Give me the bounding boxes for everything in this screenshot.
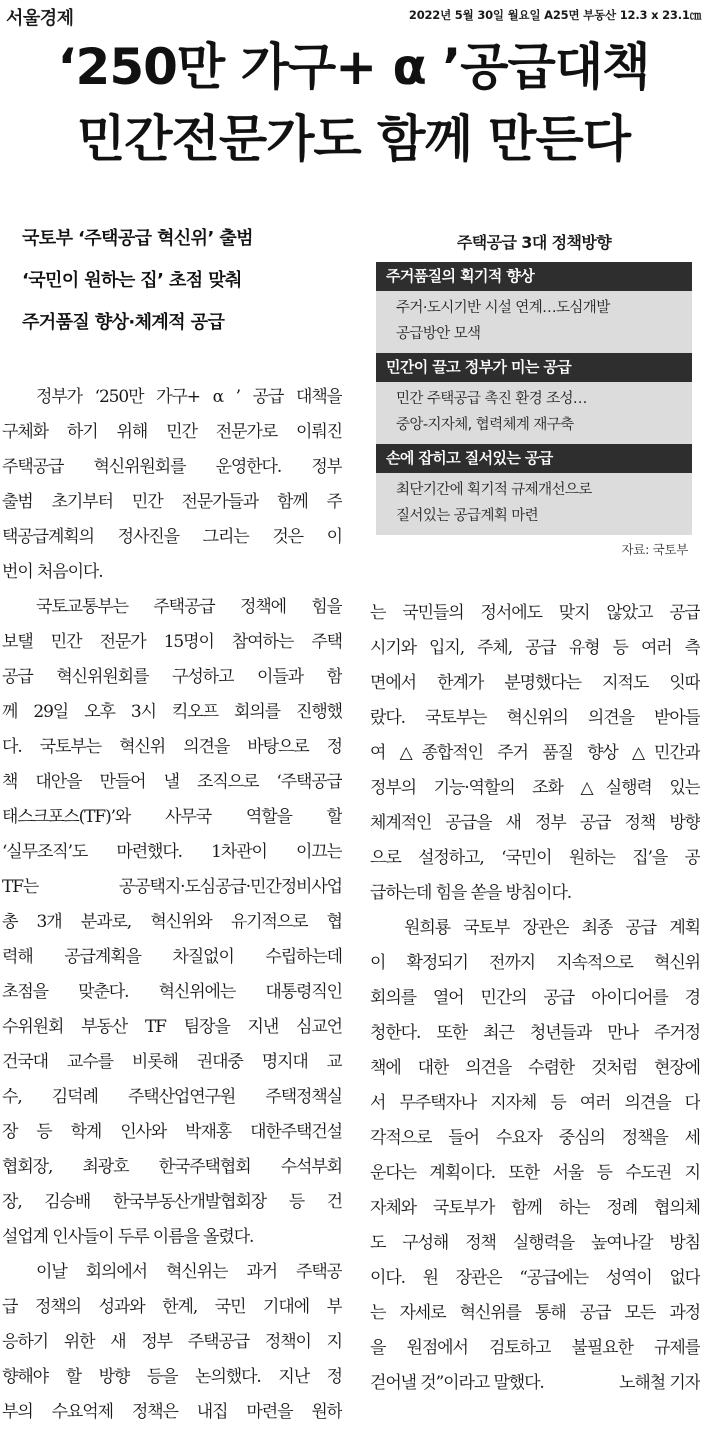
article-line: 건국대 교수를 비롯해 권대중 명지대 교 xyxy=(2,1052,342,1072)
article-closing-line xyxy=(370,1366,700,1401)
article-column-right xyxy=(370,596,700,1401)
infobox-section-body xyxy=(376,382,692,444)
article-line: 책 대안을 만들어 낼 조직으로 ‘주택공급 xyxy=(2,772,342,792)
article-line: TF는 공공택지·도심공급·민간정비사업 xyxy=(2,877,342,897)
article-line: 을 원점에서 검토하고 불필요한 규제를 xyxy=(370,1338,700,1358)
article-line: ‘실무조직’도 마련했다. 1차관이 이끄는 xyxy=(2,842,342,862)
article-line: 자체와 국토부가 함께 하는 정례 협의체 xyxy=(370,1198,700,1218)
article-line: 태스크포스(TF)’와 사무국 역할을 할 xyxy=(2,807,342,827)
article-line: 청한다. 또한 최근 청년들과 만나 주거정 xyxy=(370,1023,700,1043)
article-line: 책에 대한 의견을 수렴한 것처럼 현장에 xyxy=(370,1058,700,1078)
article-line: 걷어낼 것”이라고 말했다. xyxy=(370,1373,544,1393)
article-line: 구체화 하기 위해 민간 전문가로 이뤄진 xyxy=(2,422,342,442)
infobox-section-body xyxy=(376,291,692,353)
infobox-line: 공급방안 모색 xyxy=(396,326,481,342)
article-line: 여 △종합적인 주거 품질 향상 △민간과 xyxy=(370,743,700,763)
article-line: 초점을 맞춘다. 혁신위에는 대통령직인 xyxy=(2,982,342,1002)
newspaper-source: 서울경제 xyxy=(6,8,74,29)
article-line: 서 무주택자나 지자체 등 여러 의견을 다 xyxy=(370,1093,700,1113)
article-line: 이날 회의에서 혁신위는 과거 주택공 xyxy=(36,1262,342,1282)
article-line: 는 자세로 혁신위를 통해 공급 모든 과정 xyxy=(370,1303,700,1323)
article-line: 공급 혁신위원회를 구성하고 이들과 함 xyxy=(2,667,342,687)
article-line: 다. 국토부는 혁신위 의견을 바탕으로 정 xyxy=(2,737,342,757)
article-line: 출범 초기부터 민간 전문가들과 함께 주 xyxy=(2,492,342,512)
subheadline: ‘국민이 원하는 집’ 초점 맞춰 xyxy=(22,270,242,291)
article-line: 택공급계획의 정사진을 그리는 것은 이 xyxy=(2,527,342,547)
article-line: 도 구성해 정책 실행력을 높여나갈 방침 xyxy=(370,1233,700,1253)
subheadline: 국토부 ‘주택공급 혁신위’ 출범 xyxy=(22,228,253,249)
article-line: 시기와 입지, 주체, 공급 유형 등 여러 측 xyxy=(370,638,700,658)
article-line: 응하기 위한 새 정부 주택공급 정책이 지 xyxy=(2,1332,342,1352)
infobox-section-heading: 주거품질의 획기적 향상 xyxy=(376,262,692,291)
infobox-section-heading: 손에 잡히고 질서있는 공급 xyxy=(376,444,692,473)
article-line: 향해야 할 방향 등을 논의했다. 지난 정 xyxy=(2,1367,342,1387)
article-line: 각적으로 들어 수요자 중심의 정책을 세 xyxy=(370,1128,700,1148)
article-line: 체계적인 공급을 새 정부 공급 정책 방향 xyxy=(370,813,700,833)
article-line: 국토교통부는 주택공급 정책에 힘을 xyxy=(36,597,342,617)
article-line: 회의를 열어 민간의 공급 아이디어를 경 xyxy=(370,988,700,1008)
infobox-line: 주거·도시기반 시설 연계…도심개발 xyxy=(396,300,610,316)
infobox-line: 민간 주택공급 촉진 환경 조성… xyxy=(396,391,587,407)
article-line: 원희룡 국토부 장관은 최종 공급 계획 xyxy=(404,918,700,938)
infobox-source: 자료: 국토부 xyxy=(621,542,688,557)
publication-info: 2022년 5월 30일 월요일 A25면 부동산 12.3 x 23.1㎝ xyxy=(408,8,701,22)
article-line: 총 3개 분과로, 혁신위와 유기적으로 협 xyxy=(2,912,342,932)
article-line: 번이 처음이다. xyxy=(2,562,103,582)
reporter-byline: 노해철 기자 xyxy=(619,1373,700,1393)
article-line: 부의 수요억제 정책은 내집 마련을 원하 xyxy=(2,1402,342,1422)
infobox-title: 주택공급 3대 정책방향 xyxy=(456,233,612,252)
article-line: 주택공급 혁신위원회를 운영한다. 정부 xyxy=(2,457,342,477)
article-line: 보탤 민간 전문가 15명이 참여하는 주택 xyxy=(2,632,342,652)
article-line: 께 29일 오후 3시 킥오프 회의를 진행했 xyxy=(2,702,342,722)
subheadline: 주거품질 향상·체계적 공급 xyxy=(22,312,225,333)
infobox-line: 최단기간에 획기적 규제개선으로 xyxy=(396,482,592,498)
article-line: 면에서 한계가 분명했다는 지적도 잇따 xyxy=(370,673,700,693)
article-line: 랐다. 국토부는 혁신위의 의견을 받아들 xyxy=(370,708,700,728)
subheadlines xyxy=(22,218,352,344)
infobox-section-body xyxy=(376,473,692,535)
article-line: 정부가 ‘250만 가구+ α ’ 공급 대책을 xyxy=(36,387,342,407)
article-line: 설업계 인사들이 두루 이름을 올렸다. xyxy=(2,1227,254,1247)
article-line: 장 등 학계 인사와 박재홍 대한주택건설 xyxy=(2,1122,342,1142)
article-line: 협회장, 최광호 한국주택협회 수석부회 xyxy=(2,1157,342,1177)
article-line: 력해 공급계획을 차질없이 수립하는데 xyxy=(2,947,342,967)
article-line: 운다는 계획이다. 또한 서울 등 수도권 지 xyxy=(370,1163,700,1183)
article-line: 으로 설정하고, ‘국민이 원하는 집’을 공 xyxy=(370,848,700,868)
infobox-section-heading: 민간이 끌고 정부가 미는 공급 xyxy=(376,353,692,382)
article-column-left xyxy=(2,380,342,1430)
headline-line-2: 민간전문가도 함께 만든다 xyxy=(76,110,631,168)
headline-line-1: ‘250만 가구+ α ’공급대책 xyxy=(57,38,650,96)
article-line: 급하는데 힘을 쏟을 방침이다. xyxy=(370,883,572,903)
infobox-line: 질서있는 공급계획 마련 xyxy=(396,508,539,524)
infobox-line: 중앙-지자체, 협력체계 재구축 xyxy=(396,417,574,433)
policy-infobox xyxy=(376,228,692,565)
article-line: 정부의 기능·역할의 조화 △실행력 있는 xyxy=(370,778,700,798)
article-line: 수위원회 부동산 TF 팀장을 지낸 심교언 xyxy=(2,1017,342,1037)
article-line: 장, 김승배 한국부동산개발협회장 등 건 xyxy=(2,1192,342,1212)
article-line: 급 정책의 성과와 한계, 국민 기대에 부 xyxy=(2,1297,342,1317)
article-line: 이 확정되기 전까지 지속적으로 혁신위 xyxy=(370,953,700,973)
article-line: 이다. 원 장관은 “공급에는 성역이 없다 xyxy=(370,1268,700,1288)
article-line: 수, 김덕례 주택산업연구원 주택정책실 xyxy=(2,1087,342,1107)
article-line: 는 국민들의 정서에도 맞지 않았고 공급 xyxy=(370,603,700,623)
